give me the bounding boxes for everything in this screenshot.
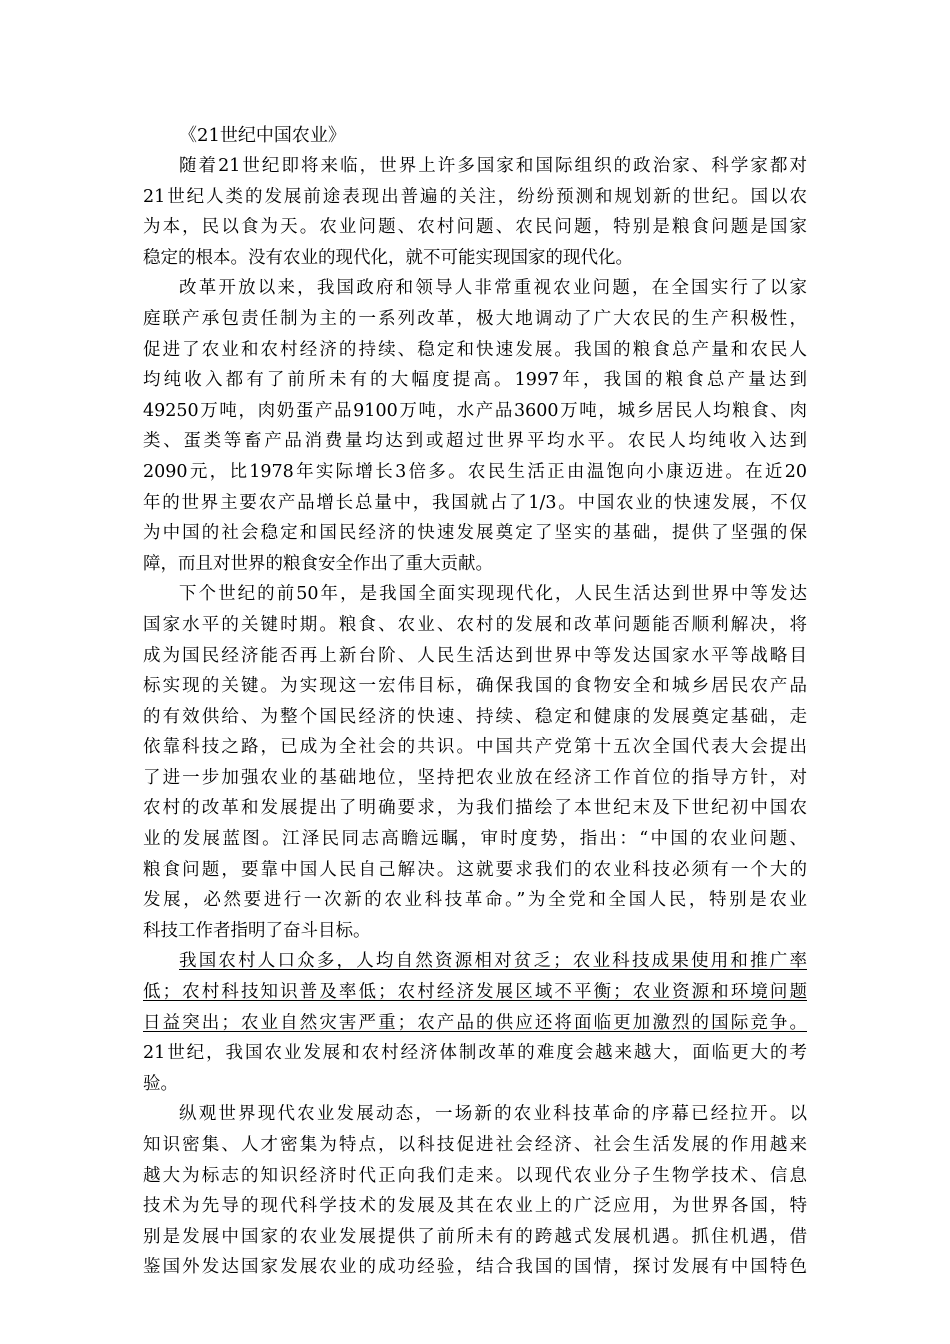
underlined-text-line: 我国农村人口众多，人均自然资源相对贫乏；农业科技成果使用和推广率 [179, 951, 807, 972]
paragraph-3 [143, 579, 807, 946]
text-line: 标实现的关键。为实现这一宏伟目标，确保我国的食物安全和城乡居民农产品 [143, 676, 807, 697]
text-line: 知识密集、人才密集为特点，以科技促进社会经济、社会生活发展的作用越来 [143, 1135, 807, 1155]
text-line: 别是发展中国家的农业发展提供了前所未有的跨越式发展机遇。抓住机遇，借 [143, 1226, 807, 1247]
text-line: 类、蛋类等畜产品消费量均达到或超过世界平均水平。农民人均纯收入达到 [143, 431, 807, 452]
text-line: 鉴国外发达国家发展农业的成功经验，结合我国的国情，探讨发展有中国特色 [143, 1257, 807, 1278]
text-line: 粮食问题，要靠中国人民自己解决。这就要求我们的农业科技必须有一个大的 [143, 859, 807, 880]
underlined-text-line: 日益突出；农业自然灾害严重；农产品的供应还将面临更加激烈的国际竞争。 [143, 1012, 807, 1033]
text-line: 促进了农业和农村经济的持续、稳定和快速发展。我国的粮食总产量和农民人 [143, 339, 807, 360]
document-title: 《21世纪中国农业》 [179, 125, 346, 146]
text-line: 随着21世纪即将来临，世界上许多国家和国际组织的政治家、科学家都对 [179, 156, 807, 176]
paragraph-4 [143, 946, 807, 1099]
text-line: 越大为标志的知识经济时代正向我们走来。以现代农业分子生物学技术、信息 [143, 1165, 807, 1186]
text-line: 为本，民以食为天。农业问题、农村问题、农民问题，特别是粮食问题是国家 [143, 217, 807, 238]
text-line: 2090元，比1978年实际增长3倍多。农民生活正由温饱向小康迈进。在近20 [143, 461, 807, 482]
text-line: 业的发展蓝图。江泽民同志高瞻远瞩，审时度势，指出：“中国的农业问题、 [143, 829, 807, 850]
text-line: 稳定的根本。没有农业的现代化，就不可能实现国家的现代化。 [143, 247, 633, 268]
text-line: 为中国的社会稳定和国民经济的快速发展奠定了坚实的基础，提供了坚强的保 [143, 523, 807, 544]
text-line: 21世纪人类的发展前途表现出普遍的关注，纷纷预测和规划新的世纪。国以农 [143, 186, 807, 207]
text-line: 年的世界主要农产品增长总量中，我国就占了1/3。中国农业的快速发展，不仅 [143, 492, 807, 513]
text-line: 技术为先导的现代科学技术的发展及其在农业上的广泛应用，为世界各国，特 [143, 1196, 807, 1217]
text-line: 均纯收入都有了前所未有的大幅度提高。1997年，我国的粮食总产量达到 [143, 370, 807, 391]
text-line: 国家水平的关键时期。粮食、农业、农村的发展和改革问题能否顺利解决，将 [143, 614, 807, 635]
paragraph-2 [143, 273, 807, 579]
document-page [143, 120, 807, 1283]
underlined-text-line: 低；农村科技知识普及率低；农村经济发展区域不平衡；农业资源和环境问题 [143, 982, 807, 1003]
text-line: 科技工作者指明了奋斗目标。 [143, 920, 371, 941]
text-line: 依靠科技之路，已成为全社会的共识。中国共产党第十五次全国代表大会提出 [143, 737, 807, 758]
text-line: 改革开放以来，我国政府和领导人非常重视农业问题，在全国实行了以家 [179, 278, 807, 299]
text-line: 验。 [143, 1073, 178, 1094]
text-line: 庭联产承包责任制为主的一系列改革，极大地调动了广大农民的生产积极性， [143, 308, 807, 329]
paragraph-5 [143, 1099, 807, 1283]
paragraph-1 [143, 151, 807, 273]
text-line: 21世纪，我国农业发展和农村经济体制改革的难度会越来越大，面临更大的考 [143, 1043, 807, 1064]
text-line: 障，而且对世界的粮食安全作出了重大贡献。 [143, 553, 493, 574]
text-line: 的有效供给、为整个国民经济的快速、持续、稳定和健康的发展奠定基础，走 [143, 706, 807, 727]
text-line: 成为国民经济能否再上新台阶、人民生活达到世界中等发达国家水平等战略目 [143, 645, 807, 666]
text-line: 纵观世界现代农业发展动态，一场新的农业科技革命的序幕已经拉开。以 [179, 1104, 807, 1125]
text-line: 49250万吨，肉奶蛋产品9100万吨，水产品3600万吨，城乡居民人均粮食、肉 [143, 400, 807, 421]
text-line: 发展，必然要进行一次新的农业科技革命。”为全党和全国人民，特别是农业 [143, 890, 807, 911]
text-line: 农村的改革和发展提出了明确要求，为我们描绘了本世纪末及下世纪初中国农 [143, 798, 807, 819]
text-line: 下个世纪的前50年，是我国全面实现现代化，人民生活达到世界中等发达 [179, 584, 807, 605]
text-line: 了进一步加强农业的基础地位，坚持把农业放在经济工作首位的指导方针，对 [143, 767, 807, 788]
